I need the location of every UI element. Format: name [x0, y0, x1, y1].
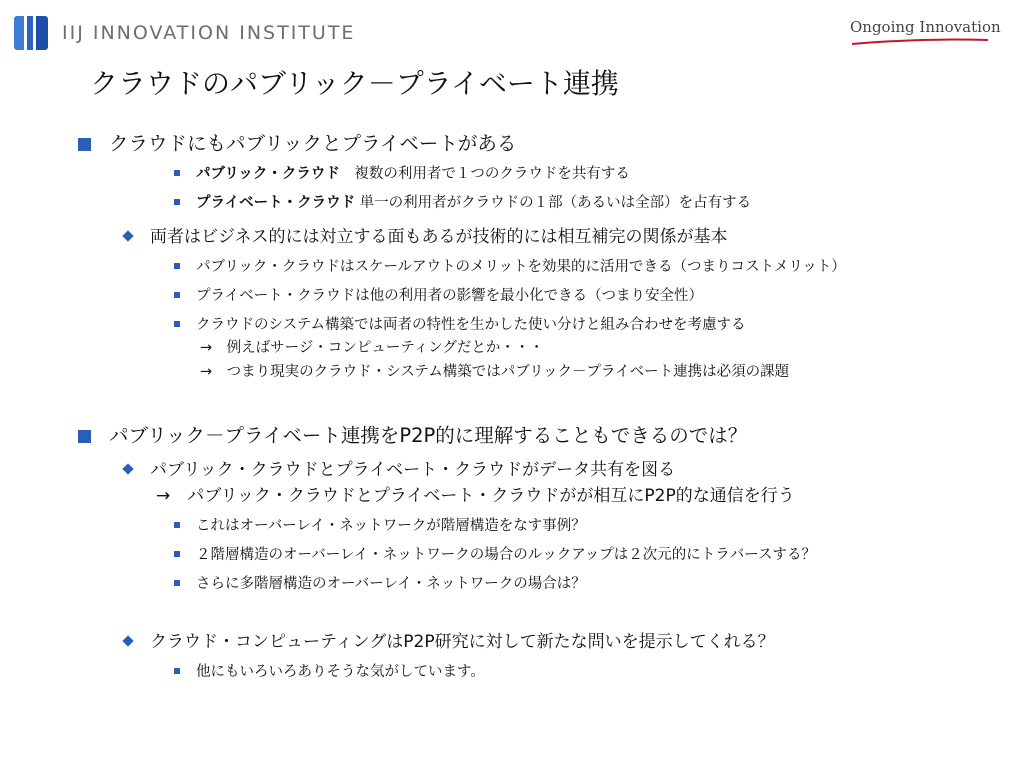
bullet-level2: [124, 627, 775, 652]
bullet-text: クラウドのシステム構築では両者の特性を生かした使い分けと組み合わせを考慮する: [196, 317, 746, 333]
bullet-level1: [78, 420, 747, 448]
bullet-text: 他にもいろいろありそうな気がしています。: [196, 664, 485, 680]
arrow-line: → つまり現実のクラウド・システム構築ではパブリック－プライベート連携は必須の課題: [200, 364, 790, 380]
square-bullet-icon: [174, 263, 180, 269]
bullet-level3: [174, 284, 703, 305]
tagline-text: Ongoing Innovation: [850, 18, 1001, 36]
square-bullet-icon: [174, 170, 180, 176]
logo-text: IIJ INNOVATION INSTITUTE: [62, 22, 356, 44]
bullet-level3: [174, 572, 586, 593]
square-bullet-icon: [174, 199, 180, 205]
bullet-level2: [124, 455, 675, 480]
term-public-cloud: パブリック・クラウド: [196, 166, 340, 182]
square-bullet-icon: [174, 551, 180, 557]
diamond-bullet-icon: [122, 230, 133, 241]
square-bullet-icon: [174, 292, 180, 298]
square-bullet-icon: [78, 430, 91, 443]
bullet-level3: [174, 255, 846, 276]
term-private-cloud: プライベート・クラウド: [196, 195, 356, 211]
bullet-level3: [174, 313, 746, 334]
arrow-line: → 例えばサージ・コンピューティングだとか・・・: [200, 340, 544, 356]
square-bullet-icon: [174, 522, 180, 528]
bullet-text: これはオーバーレイ・ネットワークが階層構造をなす事例？: [196, 518, 586, 534]
diamond-bullet-icon: [122, 635, 133, 646]
slide-title: クラウドのパブリック－プライベート連携: [90, 67, 619, 100]
bullet-level3: [174, 543, 816, 564]
bullet-level3: [174, 162, 630, 183]
bullet-level3: [174, 191, 751, 212]
bullet-text: プライベート・クラウドは他の利用者の影響を最小化できる（つまり安全性）: [196, 288, 704, 304]
bullet-text: さらに多階層構造のオーバーレイ・ネットワークの場合は？: [196, 576, 586, 592]
bullet-level3: [174, 660, 485, 681]
bullet-text: パブリック・クラウドとプライベート・クラウドがデータ共有を図る: [150, 460, 676, 480]
bullet-text: ２階層構造のオーバーレイ・ネットワークの場合のルックアップは２次元的にトラバースする？: [196, 547, 817, 563]
square-bullet-icon: [174, 580, 180, 586]
square-bullet-icon: [78, 138, 91, 151]
diamond-bullet-icon: [122, 463, 133, 474]
bullet-text: パブリック・クラウドはスケールアウトのメリットを効果的に活用できる（つまりコストメリット）: [196, 259, 846, 275]
bullet-text: クラウドにもパブリックとプライベートがある: [109, 132, 517, 155]
bullet-text: 単一の利用者がクラウドの１部（あるいは全部）を占有する: [355, 195, 752, 211]
bullet-text: クラウド・コンピューティングはP2P研究に対して新たな問いを提示してくれる？: [150, 632, 775, 652]
bullet-level2: [124, 222, 728, 247]
square-bullet-icon: [174, 321, 180, 327]
bullet-text: 複数の利用者で１つのクラウドを共有する: [339, 166, 630, 182]
bullet-text: パブリック－プライベート連携をP2P的に理解することもできるのでは？: [109, 424, 748, 447]
square-bullet-icon: [174, 668, 180, 674]
bullet-level1: [78, 128, 516, 156]
bullet-level3: [174, 514, 586, 535]
arrow-line: → パブリック・クラウドとプライベート・クラウドがが相互にP2P的な通信を行う: [156, 486, 795, 506]
bullet-text: 両者はビジネス的には対立する面もあるが技術的には相互補完の関係が基本: [150, 227, 728, 247]
